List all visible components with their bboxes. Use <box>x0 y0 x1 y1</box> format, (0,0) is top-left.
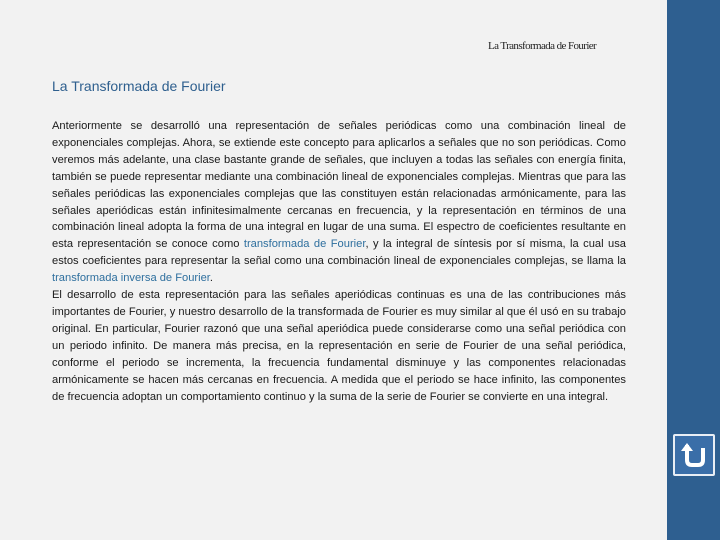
paragraph-1-text-b: , y la integral de síntesis por sí misma, la cual usa estos coeficientes para representar la señal como una combinación lineal de exponenciales complejas, se llama la <box>52 238 626 268</box>
paragraph-1 <box>52 118 626 287</box>
term-transformada-de-fourier: transformada de Fourier <box>243 238 366 251</box>
paragraph-2: El desarrollo de esta representación para las señales aperiódicas continuas es una de las contribuciones más importantes de Fourier, y nuestro desarrollo de la transformada de Fourier es muy similar al que él usó en su trabajo original. En particular, Fourier razonó que una señal aperiódica puede considerarse como una señal periódica con un periodo infinito. De manera más precisa, en la representación en serie de Fourier de una señal periódica, conforme el periodo se incrementa, la frecuencia fundamental disminuye y las componentes relacionadas armónicamente se hacen más cercanas en frecuencia. A medida que el periodo se hace infinito, las componentes de frecuencia adoptan un comportamiento continuo y la suma de la serie de Fourier se convierte en una integral. <box>52 289 626 403</box>
paragraph-1-text-c: . <box>209 272 214 285</box>
return-arrow-icon <box>679 440 709 470</box>
slide-body <box>52 118 626 405</box>
term-transformada-inversa: transformada inversa de Fourier <box>52 272 210 285</box>
running-header: La Transformada de Fourier <box>488 40 597 52</box>
slide-title: La Transformada de Fourier <box>52 78 226 94</box>
paragraph-1-text-a: Anteriormente se desarrolló una representación de señales periódicas como una combinación lineal de exponenciales complejas. Ahora, se extiende este concepto para aplicarlos a señales que no son periódicas. Como veremos más adelante, una clase bastante grande de señales, que incluyen a todas las señales con energía finita, también se puede representar mediante una combinación lineal de exponenciales complejas. Mientras que para las señales periódicas las exponenciales complejas que las constituyen están relacionadas armónicamente, para las señales aperiódicas están infinitesimalmente cercanas en frecuencia, y la representación en términos de una combinación lineal adopta la forma de una integral en lugar de una suma. El espectro de coeficientes resultante en esta representación se conoce como <box>52 120 626 251</box>
return-button[interactable] <box>673 434 715 476</box>
